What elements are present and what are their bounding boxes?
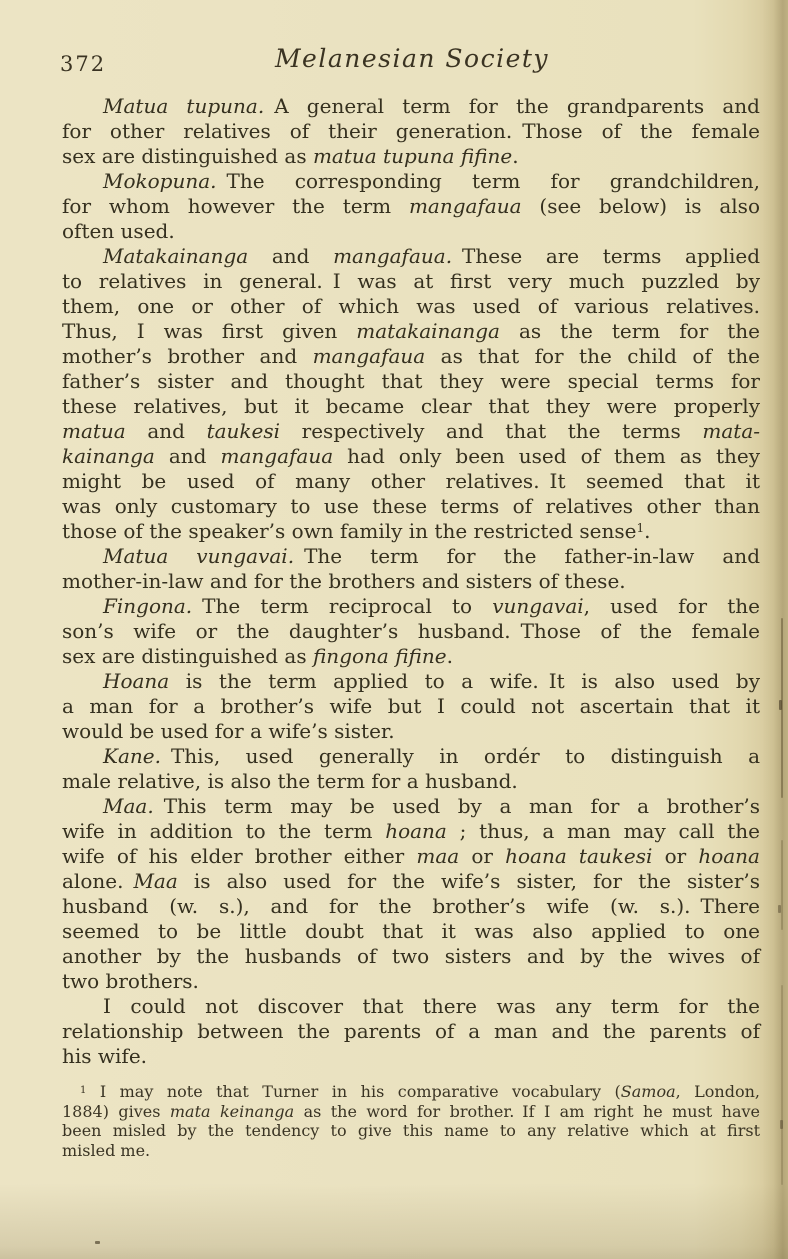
text-segment: This term may be used by a man for a brother’s	[153, 794, 760, 818]
text-segment: alone.	[62, 869, 134, 893]
text-segment: These are terms applied	[452, 244, 760, 268]
text-segment: had only been used of them as they	[333, 444, 761, 468]
text-line	[62, 869, 760, 894]
text-segment: and	[154, 444, 221, 468]
text-segment: son’s wife or the daughter’s husband. Those of the female	[62, 619, 760, 643]
text-segment: The term reciprocal to	[192, 594, 493, 618]
text-segment: A general term for the grandparents and	[264, 94, 760, 118]
native-term: matakainanga	[356, 319, 500, 343]
scan-speck	[778, 905, 781, 913]
text-segment: I could not discover that there was any term for the	[103, 994, 760, 1018]
text-segment: is also used for the wife’s sister, for the sister’s	[177, 869, 760, 893]
native-term: hoana taukesi	[505, 844, 653, 868]
text-segment: as the term for the	[499, 319, 760, 343]
native-term: Mokopuna.	[103, 169, 217, 193]
text-segment: .	[644, 519, 651, 543]
running-header	[62, 44, 762, 78]
native-term: maa	[416, 844, 460, 868]
page-number: 372	[60, 52, 107, 76]
text-line	[62, 144, 760, 169]
footnote	[62, 1082, 760, 1160]
footnote-reference: 1	[80, 1085, 87, 1096]
text-segment: is the term applied to a wife. It is also used by	[169, 669, 760, 693]
text-line	[62, 944, 760, 969]
text-segment: as that for the child of the	[425, 344, 761, 368]
text-line	[62, 819, 760, 844]
text-segment: for whom however the term	[62, 194, 409, 218]
text-line	[62, 319, 760, 344]
body-text	[62, 94, 760, 1069]
text-segment: a man for a brother’s wife but I could not ascertain that it	[62, 694, 760, 718]
text-segment: wife of his elder brother either	[62, 844, 417, 868]
text-line	[62, 269, 760, 294]
text-segment: 1884) gives	[62, 1101, 170, 1121]
native-term: Samoa	[620, 1082, 676, 1101]
text-segment: them, one or other of which was used of various relatives.	[62, 294, 760, 318]
native-term: Matua vungavai.	[103, 544, 295, 568]
page-edge-mark	[781, 985, 783, 1185]
text-segment: (see below) is also	[521, 194, 760, 218]
text-line	[62, 794, 760, 819]
native-term: fingona fifine	[312, 644, 447, 668]
text-line	[62, 1102, 760, 1122]
text-line	[62, 469, 760, 494]
text-line	[62, 294, 760, 319]
page-edge-mark	[781, 840, 783, 930]
text-line	[62, 1121, 760, 1141]
text-segment: sex are distinguished as	[62, 644, 313, 668]
native-term: Fingona.	[103, 594, 193, 618]
text-line	[62, 569, 760, 594]
text-line	[62, 394, 760, 419]
text-line	[62, 919, 760, 944]
text-segment: sex are distinguished as	[62, 144, 313, 168]
text-segment: father’s sister and thought that they were special terms for	[62, 369, 760, 393]
text-segment: or	[652, 844, 699, 868]
text-line	[62, 244, 760, 269]
text-line	[62, 894, 760, 919]
text-line	[62, 94, 760, 119]
text-segment: .	[512, 144, 519, 168]
text-line	[62, 1141, 760, 1161]
text-segment: his wife.	[62, 1044, 148, 1068]
text-segment: often used.	[62, 219, 175, 243]
text-line	[62, 619, 760, 644]
text-line	[62, 494, 760, 519]
text-segment: these relatives, but it became clear that they were properly	[62, 394, 760, 418]
native-term: mangafaua	[312, 344, 426, 368]
scan-speck	[779, 700, 782, 710]
text-line	[62, 969, 760, 994]
text-segment: might be used of many other relatives. It seemed that it	[62, 469, 760, 493]
text-segment: relationship between the parents of a man and the parents of	[62, 1019, 760, 1043]
text-segment: mother’s brother and	[62, 344, 313, 368]
native-term: taukesi	[206, 419, 281, 443]
text-segment: This, used generally in ordér to distinguish a	[160, 744, 760, 768]
text-segment: those of the speaker’s own family in the restricted sense	[62, 519, 637, 543]
native-term: Maa	[133, 869, 178, 893]
text-segment: The term for the father-in-law and	[294, 544, 760, 568]
native-term: Hoana	[103, 669, 170, 693]
text-line	[62, 419, 760, 444]
text-segment: male relative, is also the term for a husband.	[62, 769, 518, 793]
native-term: hoana	[698, 844, 760, 868]
native-term: mangafaua.	[333, 244, 453, 268]
text-segment: ; thus, a man may call the	[446, 819, 761, 843]
text-line	[62, 644, 760, 669]
scan-speck	[95, 1241, 100, 1244]
text-segment: two brothers.	[62, 969, 199, 993]
text-line	[62, 1019, 760, 1044]
text-segment: , London,	[675, 1082, 760, 1101]
text-segment: to relatives in general. I was at first very much puzzled by	[62, 269, 760, 293]
native-term: mangafaua	[408, 194, 522, 218]
text-line	[62, 994, 760, 1019]
text-line	[62, 194, 760, 219]
page-edge-shadow	[762, 0, 788, 1259]
native-term: matua tupuna fifine	[312, 144, 513, 168]
footnote-reference: 1	[636, 521, 645, 535]
native-term: mata-	[702, 419, 761, 443]
text-line	[62, 719, 760, 744]
text-segment: wife in addition to the term	[62, 819, 386, 843]
text-segment: Thus, I was first given	[62, 319, 357, 343]
text-line	[62, 1082, 760, 1102]
text-segment: another by the husbands of two sisters and by the wives of	[62, 944, 760, 968]
native-term: Matakainanga	[103, 244, 249, 268]
text-line	[62, 594, 760, 619]
text-segment: would be used for a wife’s sister.	[62, 719, 395, 743]
text-line	[62, 1044, 760, 1069]
text-segment: respectively and that the terms	[280, 419, 703, 443]
native-term: Maa.	[103, 794, 154, 818]
native-term: Matua tupuna.	[103, 94, 265, 118]
text-segment: The corresponding term for grandchildren,	[216, 169, 760, 193]
text-line	[62, 119, 760, 144]
native-term: mangafaua	[220, 444, 334, 468]
text-line	[62, 769, 760, 794]
text-line	[62, 844, 760, 869]
text-segment: as the word for brother. If I am right he must have	[294, 1101, 761, 1121]
text-segment: seemed to be little doubt that it was also applied to one	[62, 919, 760, 943]
text-line	[62, 669, 760, 694]
text-segment: , used for the	[583, 594, 760, 618]
text-line	[62, 544, 760, 569]
text-segment: husband (w. s.), and for the brother’s wife (w. s.). There	[62, 894, 760, 918]
text-line	[62, 219, 760, 244]
text-segment: mother-in-law and for the brothers and sisters of these.	[62, 569, 626, 593]
text-segment: .	[446, 644, 453, 668]
text-segment: and	[125, 419, 207, 443]
native-term: Kane.	[103, 744, 161, 768]
text-line	[62, 344, 760, 369]
native-term: mata keinanga	[169, 1101, 295, 1121]
text-segment: been misled by the tendency to give this name to any relative which at first	[62, 1121, 760, 1140]
text-line	[62, 694, 760, 719]
native-term: hoana	[385, 819, 447, 843]
native-term: kainanga	[62, 444, 155, 468]
text-line	[62, 444, 760, 469]
text-line	[62, 744, 760, 769]
running-header-title: Melanesian Society	[274, 44, 550, 73]
text-line	[62, 169, 760, 194]
native-term: matua	[62, 419, 126, 443]
text-segment: misled me.	[62, 1140, 151, 1160]
text-line	[62, 519, 760, 544]
text-line	[62, 369, 760, 394]
text-segment: I may note that Turner in his comparative vocabulary (	[86, 1082, 621, 1101]
text-segment: and	[248, 244, 334, 268]
text-segment: for other relatives of their generation. Those of the female	[62, 119, 760, 143]
text-segment: was only customary to use these terms of relatives other than	[62, 494, 760, 518]
scan-speck	[780, 1120, 783, 1129]
text-segment: or	[459, 844, 506, 868]
native-term: vungavai	[492, 594, 584, 618]
